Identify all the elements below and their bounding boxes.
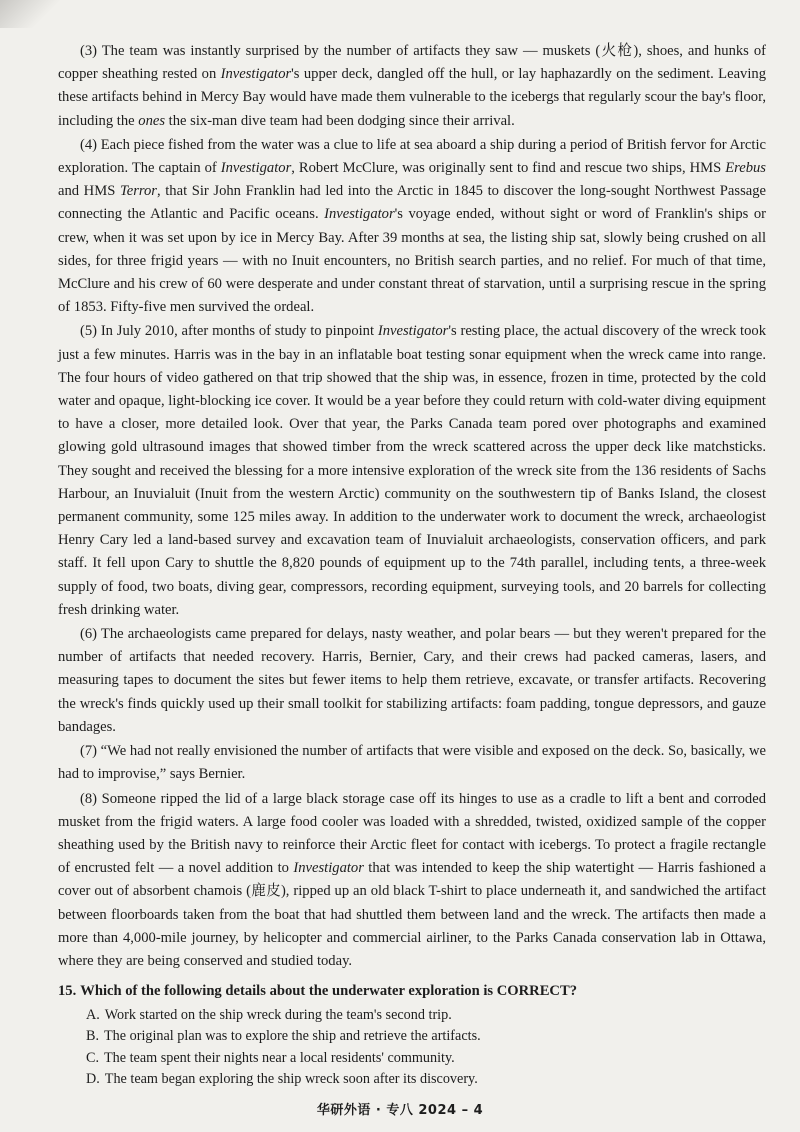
paragraph-p7 <box>58 740 766 786</box>
option-c[interactable] <box>86 1048 766 1070</box>
option-text: The original plan was to explore the ship and retrieve the artifacts. <box>104 1028 481 1045</box>
text-run: 's upper deck, dangled off the hull, or lay haphazardly on the sediment. Leaving these artifacts behind in Mercy Bay would have made them vulnerable to the icebergs that regularly scour the bay's floor, including the <box>58 66 766 129</box>
text-run: (7) “We had not really envisioned the number of artifacts that were visible and exposed on the deck. So, basically, we had to improvise,” says Bernier. <box>58 743 766 783</box>
paragraph-p4 <box>58 134 766 320</box>
paragraph-p3 <box>58 40 766 133</box>
italic-term: Investigator <box>220 66 292 83</box>
question-number: 15. <box>58 983 77 1000</box>
paragraph-p5 <box>58 320 766 622</box>
text-run: that was intended to keep the ship watertight — Harris fashioned a cover out of absorbent chamois (鹿皮), ripped up an old black T-shirt to place underneath it, and sandwiched the artifact between floorboards taken from the boat that had shuttled them between land and the wreck. The artifacts then made a more than 4,000-mile journey, by helicopter and commercial airliner, to the Parks Canada conservation lab in Ottawa, where they are being conserved and studied today. <box>58 860 766 969</box>
reading-passage <box>58 40 766 973</box>
option-text: Work started on the ship wreck during the team's second trip. <box>104 1006 452 1023</box>
italic-term: Investigator <box>293 860 364 877</box>
paragraph-p8 <box>58 788 766 974</box>
option-letter: A. <box>86 1006 100 1023</box>
text-run: (6) The archaeologists came prepared for delays, nasty weather, and polar bears — but they weren't prepared for the number of artifacts that needed recovery. Harris, Bernier, Cary, and their crews had packed cameras, lasers, and measuring tapes to document the sites but fewer items to help them retrieve, excavate, or transfer artifacts. Recovering the wreck's finds quickly used up their small toolkit for stabilizing artifacts: foam padding, tongue depressors, and gauze bandages. <box>58 626 766 735</box>
question-stem <box>58 981 766 1003</box>
paragraph-p6 <box>58 623 766 739</box>
text-run: (4) Each piece fished from the water was a clue to life at sea aboard a ship during a period of British fervor for Arctic exploration. The captain of <box>58 136 766 177</box>
text-run: , Robert McClure, was originally sent to find and rescue two ships, HMS <box>291 160 726 177</box>
option-text: The team began exploring the ship wreck soon after its discovery. <box>104 1071 478 1088</box>
option-text: The team spent their nights near a local residents' community. <box>104 1049 455 1066</box>
option-a[interactable] <box>86 1005 766 1027</box>
option-letter: B. <box>86 1028 100 1045</box>
option-b[interactable] <box>86 1026 766 1048</box>
text-run: , that Sir John Franklin had led into the Arctic in 1845 to discover the long-sought Northwest Passage connecting the Atlantic and Pacific oceans. <box>58 183 766 223</box>
text-run: the six-man dive team had been dodging since their arrival. <box>165 112 515 129</box>
text-run: 's resting place, the actual discovery of the wreck took just a few minutes. Harris was in the bay in an inflatable boat testing sonar equipment when the wreck came into range. The four hours of video gathered on that trip showed that the ship was, in essence, frozen in time, protected by the cold water and opaque, light-blocking ice cover. It would be a year before they could return with cold-water diving equipment to have a closer, more detailed look. Over that year, the Parks Canada team pored over photographs and examined glowing gold ultrasound images that showed timber from the wreck scattered across the upper deck like matchsticks. They sought and received the blessing for a more intensive exploration of the wreck site from the 136 residents of Sachs Harbour, an Inuvialuit (Inuit from the western Arctic) community on the southwestern tip of Banks Island, the closest permanent community, some 125 miles away. In addition to the underwater work to document the wreck, archaeologist Henry Cary led a land-based survey and excavation team of Inuvialuit archaeologists, conservation officers, and park staff. It fell upon Cary to shuttle the 8,820 pounds of equipment up to the 74th parallel, including tents, a three-week supply of food, two boats, diving gear, compressors, recording equipment, surveying tools, and 20 barrels for collecting fresh drinking water. <box>58 323 767 618</box>
italic-term: ones <box>138 112 166 129</box>
italic-term: Investigator <box>377 323 449 340</box>
italic-term: Erebus <box>725 160 766 177</box>
scan-shadow-decoration <box>0 0 60 28</box>
option-letter: D. <box>86 1071 100 1088</box>
text-run: (8) Someone ripped the lid of a large black storage case off its hinges to use as a cradle to lift a bent and corroded musket from the frigid waters. A large food cooler was loaded with a shredded, twisted, oxidized sample of the copper sheathing used by the British navy to reinforce their Arctic fleet for contact with icebergs. To protect a fragile rectangle of encrusted felt — a novel addition to <box>58 790 766 877</box>
text-run: 's voyage ended, without sight or word of Franklin's ships or crew, when it was set upon by ice in Mercy Bay. After 39 months at sea, the listing ship sat, slowly being crushed on all sides, for three frigid years — with no Inuit encounters, no British search parties, and no relief. For much of that time, McClure and his crew of 60 were desperate and under constant threat of starvation, until a surprising rescue in the spring of 1853. Fifty-five men survived the ordeal. <box>58 206 766 316</box>
page-footer: 华研外语 · 专八 2024 – 4 <box>316 1103 484 1118</box>
answer-options <box>86 1005 766 1091</box>
text-run: (3) The team was instantly surprised by the number of artifacts they saw — muskets (火枪), shoes, and hunks of copper sheathing rested on <box>58 43 766 83</box>
italic-term: Investigator <box>220 160 292 177</box>
text-run: and HMS <box>58 183 120 200</box>
italic-term: Terror <box>119 183 157 200</box>
option-d[interactable] <box>86 1069 766 1091</box>
question-text: Which of the following details about the underwater exploration is CORRECT? <box>80 983 577 1000</box>
text-run: (5) In July 2010, after months of study to pinpoint <box>80 323 378 340</box>
question-block <box>58 981 766 1091</box>
italic-term: Investigator <box>324 206 395 223</box>
option-letter: C. <box>86 1049 100 1066</box>
